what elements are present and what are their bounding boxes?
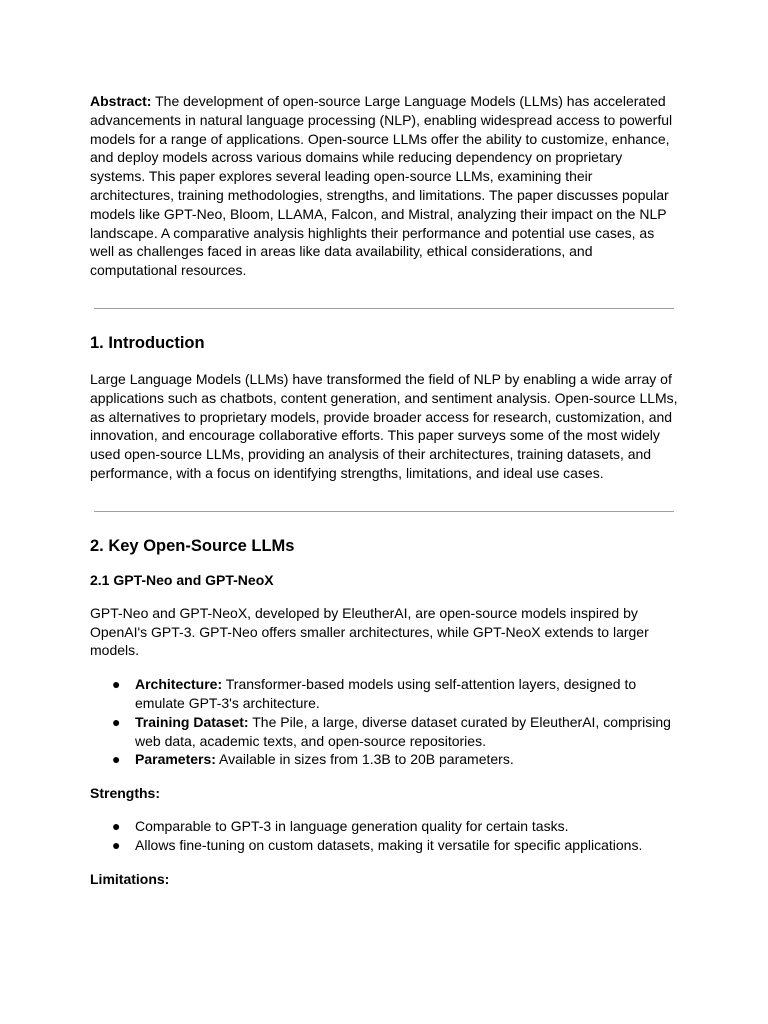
list-item [90, 675, 680, 713]
list-item [90, 817, 680, 836]
key-llms-heading: 2. Key Open-Source LLMs [90, 536, 295, 555]
section-divider [94, 308, 674, 309]
detail-label: Architecture: [135, 676, 223, 693]
bullet-icon: ● [112, 676, 121, 693]
strengths-label: Strengths: [90, 785, 160, 802]
gpt-neo-paragraph: GPT-Neo and GPT-NeoX, developed by EleutherAI, are open-source models inspired by OpenAI's GPT-3. GPT-Neo offers smaller architectures, while GPT-NeoX extends to larger models. [90, 604, 649, 659]
introduction-paragraph: Large Language Models (LLMs) have transformed the field of NLP by enabling a wide array of applications such as chatbots, content generation, and sentiment analysis. Open-source LLMs, as alternatives to proprietary models, provide broader access for research, customization, and innovation, and encourage collaborative efforts. This paper surveys some of the most widely used open-source LLMs, providing an analysis of their architectures, training datasets, and performance, with a focus on identifying strengths, limitations, and ideal use cases. [90, 370, 678, 481]
strength-text: Allows fine-tuning on custom datasets, making it versatile for specific applications. [135, 836, 643, 853]
detail-text: Transformer-based models using self-attention layers, designed to emulate GPT-3's architecture. [135, 676, 637, 711]
bullet-icon: ● [112, 751, 121, 768]
limitations-label: Limitations: [90, 870, 170, 887]
bullet-icon: ● [112, 713, 121, 730]
bullet-icon: ● [112, 818, 121, 835]
section-divider [94, 511, 674, 512]
abstract-label: Abstract: [90, 93, 152, 109]
list-item [90, 713, 680, 751]
gpt-neo-subheading: 2.1 GPT-Neo and GPT-NeoX [90, 571, 274, 588]
list-item [90, 836, 680, 855]
list-item [90, 750, 680, 769]
document-page [90, 92, 680, 888]
detail-text: The Pile, a large, diverse dataset curated by EleutherAI, comprising web data, academic texts, and open-source repositories. [135, 713, 671, 749]
gpt-neo-details-list [90, 675, 680, 769]
bullet-icon: ● [112, 836, 121, 853]
abstract-paragraph [90, 92, 680, 280]
strength-text: Comparable to GPT-3 in language generation quality for certain tasks. [135, 818, 569, 835]
detail-label: Parameters: [135, 751, 216, 768]
abstract-text: The development of open-source Large Language Models (LLMs) has accelerated advancements in natural language processing (NLP), enabling widespread access to powerful models for a range of applications. Open-source LLMs offer the ability to customize, enhance, and deploy models across various domains while reducing dependency on proprietary systems. This paper explores several leading open-source LLMs, examining their architectures, training methodologies, strengths, and limitations. The paper discusses popular models like GPT-Neo, Bloom, LLAMA, Falcon, and Mistral, analyzing their impact on the NLP landscape. A comparative analysis highlights their performance and potential use cases, as well as challenges faced in areas like data availability, ethical considerations, and computational resources. [90, 93, 673, 279]
introduction-heading: 1. Introduction [90, 333, 205, 352]
detail-text: Available in sizes from 1.3B to 20B parameters. [215, 751, 514, 768]
strengths-list [90, 817, 680, 855]
detail-label: Training Dataset: [135, 713, 249, 730]
